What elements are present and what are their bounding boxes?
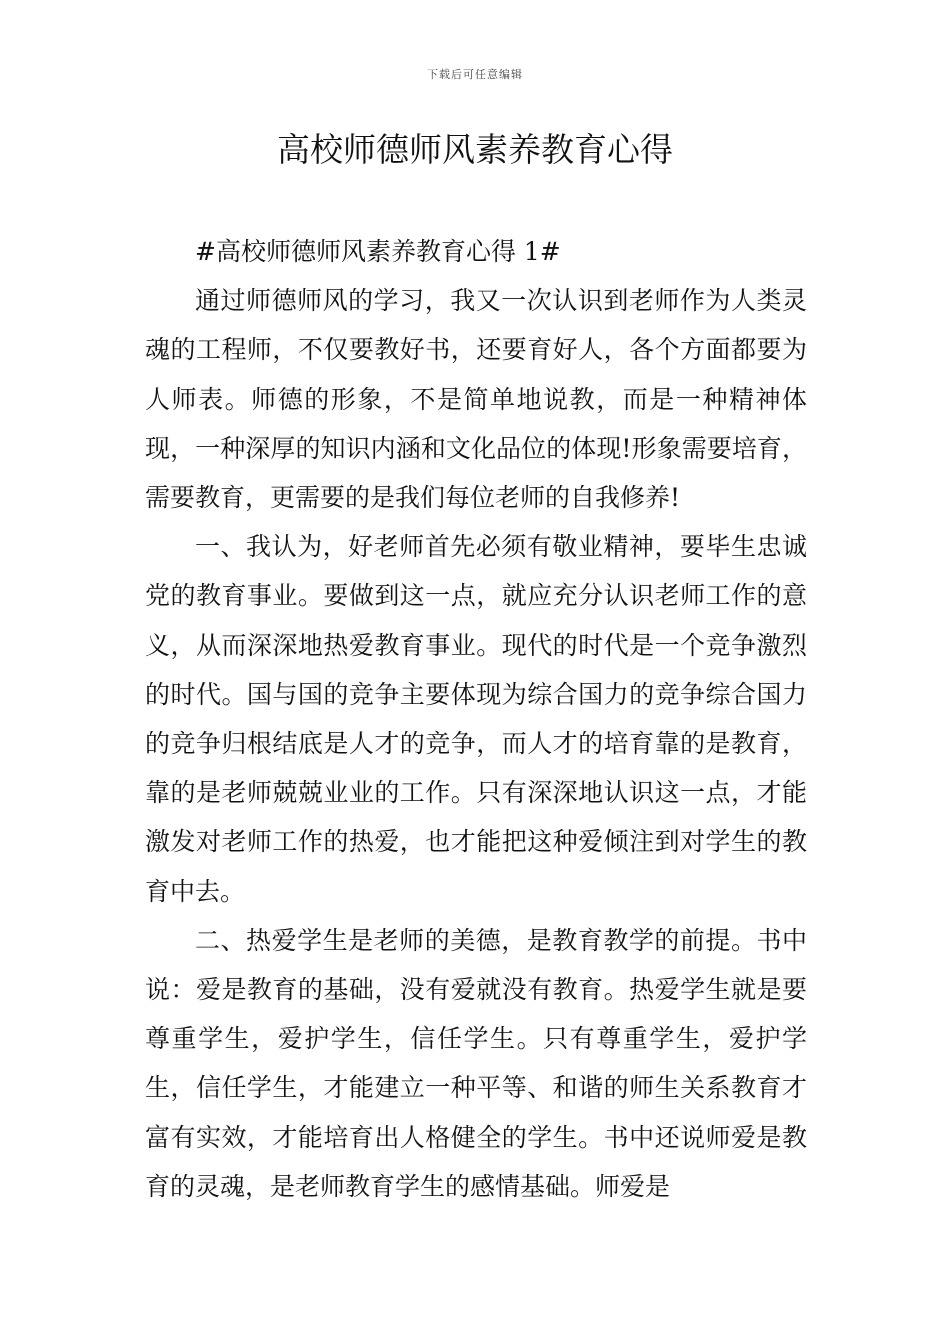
document-body <box>145 227 807 1211</box>
section-heading: #高校师德师风素养教育心得 1# <box>195 237 561 266</box>
paragraph: 通过师德师风的学习，我又一次认识到老师作为人类灵魂的工程师，不仅要教好书，还要育好人，各个方面都要为人师表。师德的形象，不是简单地说教，而是一种精神体现，一种深厚的知识内涵和文化品位的体现!形象需要培育，需要教育，更需要的是我们每位老师的自我修养! <box>145 286 807 513</box>
document-title: 高校师德师风素养教育心得 <box>277 130 673 169</box>
header-note: 下载后可任意编辑 <box>427 68 523 81</box>
paragraph: 一、我认为，好老师首先必须有敬业精神，要毕生忠诚党的教育事业。要做到这一点，就应充分认识老师工作的意义，从而深深地热爱教育事业。现代的时代是一个竞争激烈的时代。国与国的竞争主要体现为综合国力的竞争综合国力的竞争归根结底是人才的竞争，而人才的培育靠的是教育，靠的是老师兢兢业业的工作。只有深深地认识这一点，才能激发对老师工作的热爱，也才能把这种爱倾注到对学生的教育中去。 <box>145 532 807 906</box>
paragraph: 二、热爱学生是老师的美德，是教育教学的前提。书中说：爱是教育的基础，没有爱就没有教育。热爱学生就是要尊重学生，爱护学生，信任学生。只有尊重学生，爱护学生，信任学生，才能建立一种平等、和谐的师生关系教育才富有实效，才能培育出人格健全的学生。书中还说师爱是教育的灵魂，是老师教育学生的感情基础。师爱是 <box>145 925 807 1201</box>
